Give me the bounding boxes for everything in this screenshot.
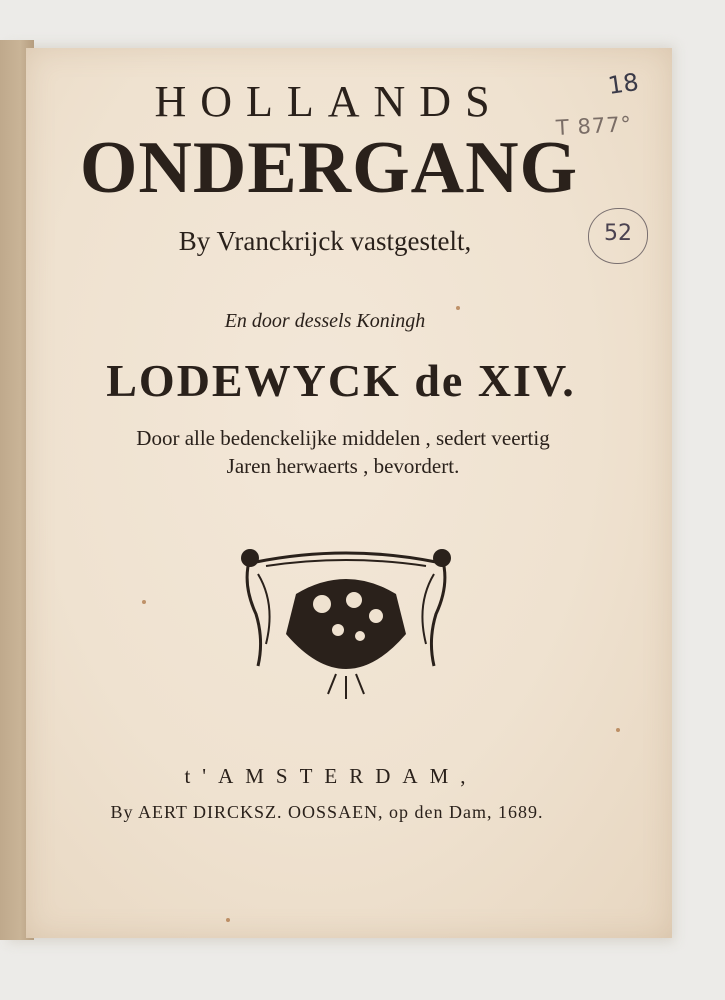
handwritten-shelf-mark: T 877° <box>555 112 633 140</box>
imprint-city: t'AMSTERDAM, <box>184 764 478 788</box>
subtitle-door-alle-line2: Jaren herwaerts , bevordert. <box>226 454 460 478</box>
foxing-spot <box>456 306 460 310</box>
foxing-spot <box>616 728 620 732</box>
foxing-spot <box>226 918 230 922</box>
foxing-spot <box>142 600 146 604</box>
title-line-lodewyck: LODEWYCK de XIV. <box>106 355 576 406</box>
subtitle-door-alle-line1: Door alle bedenckelijke middelen , sedert veertig <box>136 426 550 450</box>
title-line-hollands: HOLLANDS <box>154 77 504 126</box>
printers-ornament <box>236 544 456 704</box>
handwritten-circled-number: 52 <box>588 208 648 264</box>
title-page <box>26 48 672 938</box>
handwritten-corner-mark: 18 <box>606 68 641 100</box>
subtitle-door-alle <box>20 424 666 480</box>
imprint-printer: By AERT DIRCKSZ. OOSSAEN, op den Dam, 1689. <box>110 802 544 822</box>
subtitle-en-door: En door dessels Koningh <box>224 310 426 332</box>
subtitle-vranckrijck: By Vranckrijck vastgestelt, <box>178 226 472 256</box>
title-line-ondergang: ONDERGANG <box>79 127 579 209</box>
